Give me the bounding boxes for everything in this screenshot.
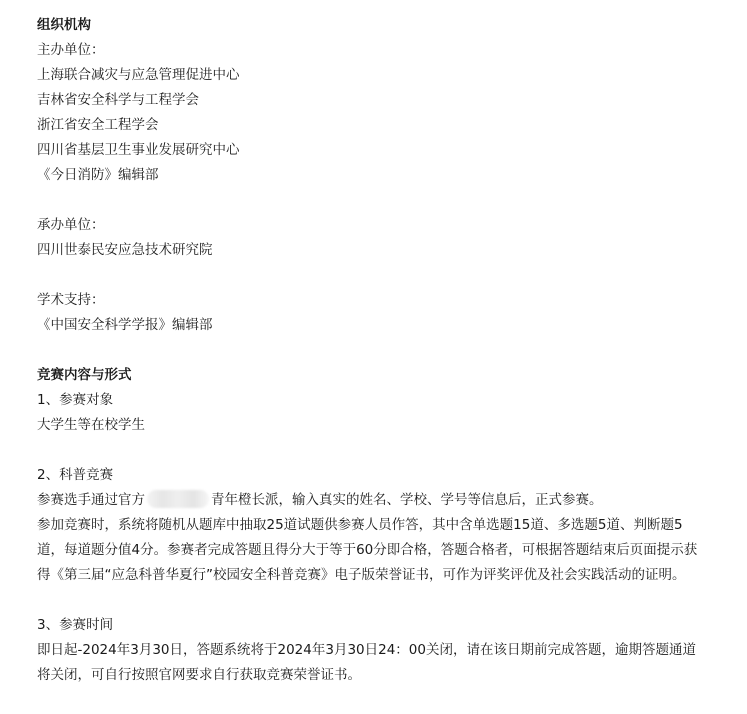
host-item: 浙江省安全工程学会 xyxy=(37,117,159,133)
host-label: 主办单位： xyxy=(37,42,105,58)
spacer xyxy=(37,338,737,363)
organizer-label: 承办单位： xyxy=(37,217,105,233)
contest-rules-paragraph: 参加竞赛时，系统将随机从题库中抽取25道试题供参赛人员作答，其中含单选题15道、多选题5道、判断题5道，每道题分值4分。参赛者完成答题且得分大于等于60分即合格，答题合格者，可根据答题结束后页面提示获得《第三届“应急科普华夏行”校园安全科普竞赛》电子版荣誉证书，可作为评奖评优及社会实践活动的证明。 xyxy=(37,517,698,583)
host-item: 四川省基层卫生事业发展研究中心 xyxy=(37,142,240,158)
participants-title: 1、参赛对象 xyxy=(37,392,114,408)
document-body xyxy=(37,13,737,688)
host-item: 上海联合减灾与应急管理促进中心 xyxy=(37,67,240,83)
contest-entry-text-after: 青年橙长派，输入真实的姓名、学校、学号等信息后，正式参赛。 xyxy=(211,492,603,508)
section-heading-organization: 组织机构 xyxy=(37,17,91,33)
host-item: 吉林省安全科学与工程学会 xyxy=(37,92,199,108)
participants-body: 大学生等在校学生 xyxy=(37,417,145,433)
spacer xyxy=(37,438,737,463)
host-item: 《今日消防》编辑部 xyxy=(37,167,159,183)
spacer xyxy=(37,188,737,213)
redacted-blur xyxy=(147,490,209,508)
contest-entry-text-before: 参赛选手通过官方 xyxy=(37,492,145,508)
spacer xyxy=(37,588,737,613)
contest-entry-paragraph xyxy=(37,488,737,513)
spacer xyxy=(37,263,737,288)
section-heading-contest: 竞赛内容与形式 xyxy=(37,367,132,383)
schedule-title: 3、参赛时间 xyxy=(37,617,114,633)
contest-title: 2、科普竞赛 xyxy=(37,467,114,483)
organizer-item: 四川世泰民安应急技术研究院 xyxy=(37,242,213,258)
academic-label: 学术支持： xyxy=(37,292,105,308)
schedule-body: 即日起-2024年3月30日，答题系统将于2024年3月30日24：00关闭，请在该日期前完成答题，逾期答题通道将关闭，可自行按照官网要求自行获取竞赛荣誉证书。 xyxy=(37,642,696,683)
academic-item: 《中国安全科学学报》编辑部 xyxy=(37,317,213,333)
